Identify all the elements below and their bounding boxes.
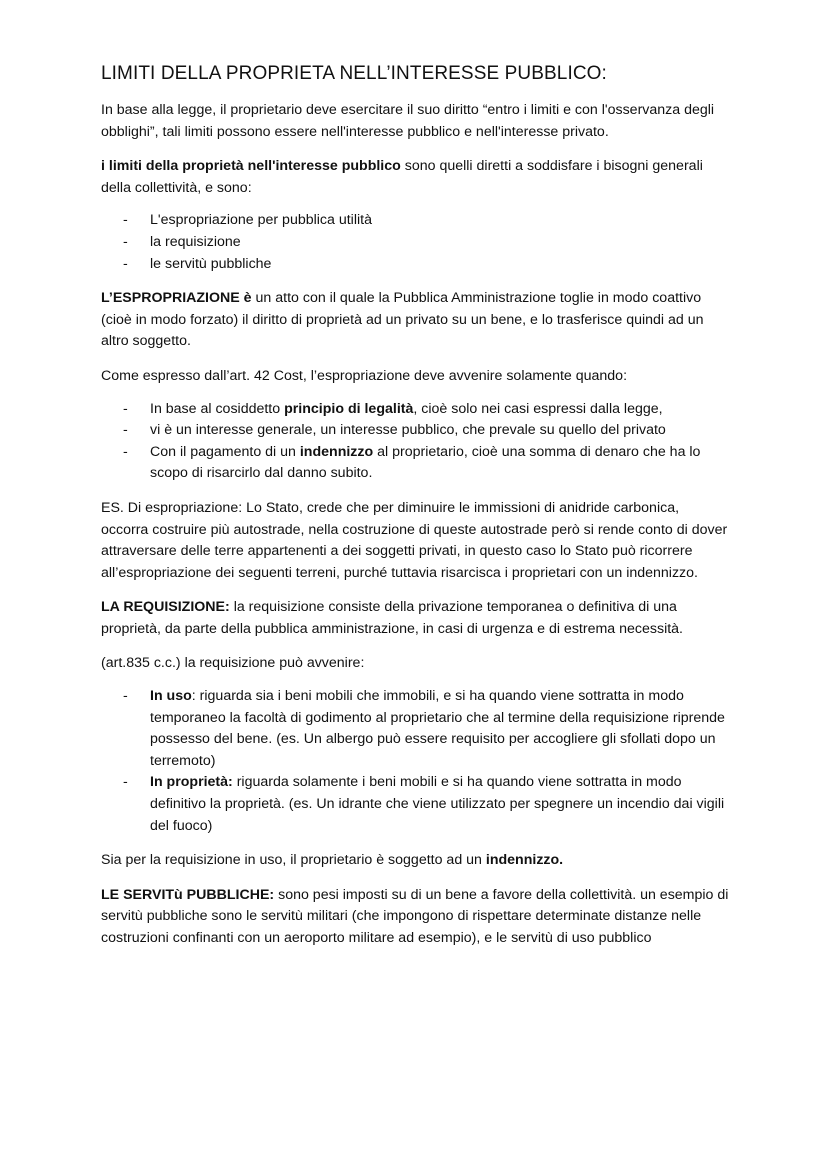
art42-paragraph: Come espresso dall’art. 42 Cost, l’espropriazione deve avvenire solamente quando:: [101, 367, 628, 384]
requisizione-types-list: [101, 686, 730, 837]
list-item: - L'espropriazione per pubblica utilità: [123, 212, 372, 229]
page-title: LIMITI DELLA PROPRIETA NELL’INTERESSE PUBBLICO:: [101, 63, 607, 84]
limits-list: [101, 210, 730, 275]
list-item: - vi è un interesse generale, un interesse pubblico, che prevale su quello del privato: [123, 422, 666, 439]
bold-term: indennizzo.: [485, 852, 564, 869]
art835-paragraph: (art.835 c.c.) la requisizione può avvenire:: [101, 655, 365, 672]
intro-paragraph: In base alla legge, il proprietario deve esercitare il suo diritto “entro i limiti e con l'osservanza degli obblighi”, tali limiti possono essere nell'interesse pubblico e nell'interesse privato.: [101, 102, 715, 140]
bold-term: i limiti della proprietà nell'interesse pubblico: [101, 158, 401, 175]
indennizzo-paragraph: Sia per la requisizione in uso, il proprietario è soggetto ad un indennizzo.: [101, 852, 564, 869]
servitu-paragraph: LE SERVITù PUBBLICHE: sono pesi imposti su di un bene a favore della collettività. un esempio di servitù pubbliche sono le servitù militari (che impongono di rispettare determinate distanze nelle costruzioni confinanti con un aeroporto militare ad esempio), e le servitù di uso pubblico: [101, 886, 729, 946]
list-item: - Con il pagamento di un indennizzo al proprietario, cioè una somma di denaro che ha lo scopo di risarcirlo dal danno subito.: [123, 443, 701, 482]
bold-term: LA REQUISIZIONE:: [101, 599, 230, 616]
list-item: - In proprietà: riguarda solamente i beni mobili e si ha quando viene sottratta in modo definitivo la proprietà. (es. Un idrante che viene utilizzato per spegnere un incendio dai vigili del fuoco): [123, 774, 725, 834]
example-paragraph: ES. Di espropriazione: Lo Stato, crede che per diminuire le immissioni di anidride carbonica, occorra costruire più autostrade, nella costruzione di queste autostrade però si rende conto di dover attraversare delle terre appartenenti a dei soggetti privati, in questo caso lo Stato può ricorrere all’espropriazione dei seguenti terreni, purché tuttavia risarcisca i proprietari con un indennizzo.: [101, 499, 728, 581]
espropriazione-paragraph: L’ESPROPRIAZIONE è un atto con il quale la Pubblica Amministrazione toglie in modo coattivo (cioè in modo forzato) il diritto di proprietà ad un privato su un bene, e lo trasferisce quindi ad un altro soggetto.: [101, 290, 704, 350]
public-interest-paragraph: i limiti della proprietà nell'interesse pubblico sono quelli diretti a soddisfare i bisogni generali della collettività, e sono:: [101, 158, 703, 196]
bold-term: LE SERVITù PUBBLICHE:: [101, 886, 275, 903]
list-item: - In base al cosiddetto principio di legalità, cioè solo nei casi espressi dalla legge,: [123, 400, 663, 417]
list-item: - In uso: riguarda sia i beni mobili che immobili, e si ha quando viene sottratta in modo temporaneo la facoltà di godimento al proprietario che al termine della requisizione riprende possesso del bene. (es. Un albergo può essere requisito per accogliere gli sfollati dopo un terremoto): [123, 688, 725, 769]
bold-term: L’ESPROPRIAZIONE è: [101, 290, 252, 307]
conditions-list: [101, 399, 730, 485]
list-item: - le servitù pubbliche: [123, 255, 272, 272]
list-item: - la requisizione: [123, 233, 241, 250]
requisizione-paragraph: LA REQUISIZIONE: la requisizione consiste della privazione temporanea o definitiva di una proprietà, da parte della pubblica amministrazione, in casi di urgenza e di estrema necessità.: [101, 599, 683, 637]
